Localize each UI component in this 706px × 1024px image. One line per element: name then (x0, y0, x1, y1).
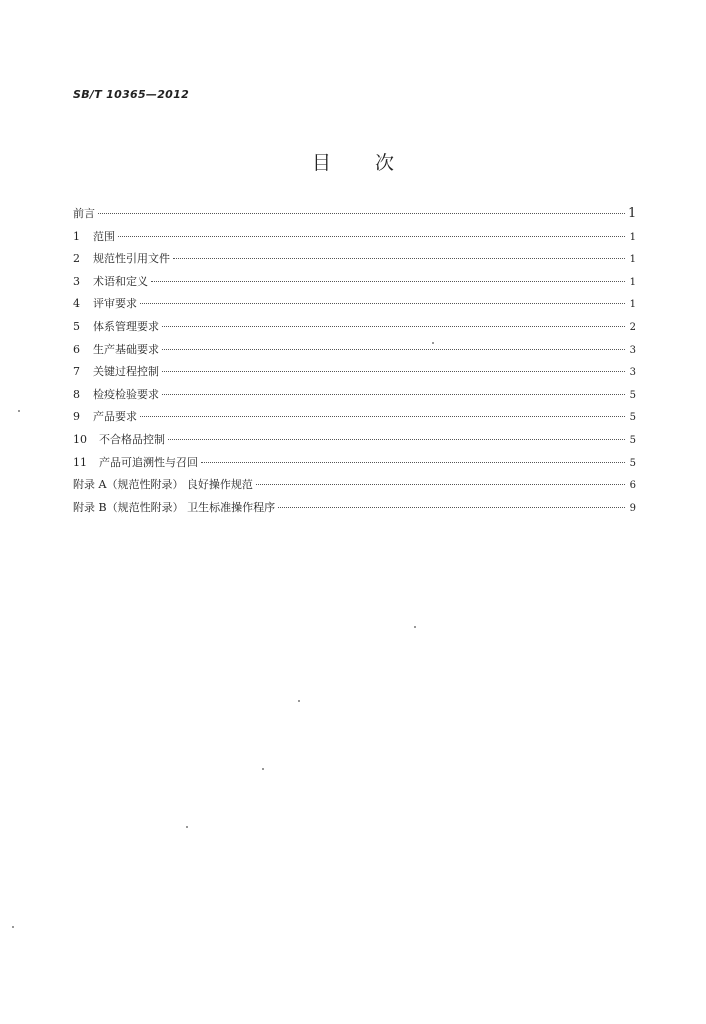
toc-entry-4[interactable] (73, 295, 636, 318)
dot-leader (98, 213, 625, 214)
toc-number: 1 (73, 229, 80, 243)
toc-number: 6 (73, 342, 80, 356)
dot-leader (151, 281, 625, 282)
toc-number: 5 (73, 319, 80, 333)
toc-label: 规范性引用文件 (93, 252, 170, 266)
toc-number: 7 (73, 365, 80, 379)
toc-number: 2 (73, 252, 80, 266)
scan-speck (298, 700, 300, 702)
toc-page: 6 (629, 480, 636, 492)
dot-leader (118, 236, 625, 237)
toc-title-char-2: 次 (375, 152, 395, 174)
toc-entry-annex-b[interactable] (73, 499, 636, 522)
toc-number: 8 (73, 387, 80, 401)
toc-page: 1 (629, 276, 636, 288)
toc-page: 5 (629, 389, 636, 401)
toc-page: 5 (629, 434, 636, 446)
scan-speck (18, 410, 20, 412)
toc-label: 范围 (93, 229, 115, 243)
toc-entry-8[interactable] (73, 386, 636, 409)
dot-leader (140, 303, 625, 304)
toc-label: 检疫检验要求 (93, 387, 159, 401)
toc-page: 5 (629, 412, 636, 424)
toc-number: 11 (73, 455, 87, 469)
scan-speck (414, 626, 416, 628)
toc-number: 4 (73, 297, 80, 311)
table-of-contents (73, 205, 636, 521)
toc-entry-3[interactable] (73, 273, 636, 296)
toc-label: 产品要求 (93, 410, 137, 424)
toc-entry-10[interactable] (73, 431, 636, 454)
toc-page: 1 (628, 206, 637, 221)
toc-page: 9 (629, 502, 636, 514)
toc-number: 10 (73, 432, 87, 446)
standard-code: SB/T 10365—2012 (73, 88, 190, 101)
toc-page: 3 (629, 344, 636, 356)
dot-leader (201, 462, 625, 463)
toc-entry-5[interactable] (73, 318, 636, 341)
toc-number: 3 (73, 274, 80, 288)
scan-speck (12, 926, 14, 928)
toc-entry-11[interactable] (73, 454, 636, 477)
toc-entry-6[interactable] (73, 341, 636, 364)
toc-entry-9[interactable] (73, 408, 636, 431)
toc-label: 关键过程控制 (93, 365, 159, 379)
dot-leader (168, 439, 625, 440)
toc-page: 1 (629, 254, 636, 266)
dot-leader (162, 326, 625, 327)
dot-leader (173, 258, 625, 259)
toc-page: 3 (629, 367, 636, 379)
toc-page: 1 (629, 231, 636, 243)
dot-leader (256, 484, 625, 485)
toc-label: 附录 B（规范性附录） 卫生标准操作程序 (73, 500, 276, 514)
toc-entry-annex-a[interactable] (73, 476, 636, 499)
toc-label: 不合格品控制 (99, 432, 165, 446)
toc-entry-foreword[interactable] (73, 205, 636, 228)
toc-title-char-1: 目 (311, 152, 331, 174)
dot-leader (162, 371, 625, 372)
toc-label: 体系管理要求 (93, 319, 159, 333)
dot-leader (140, 416, 625, 417)
toc-label: 附录 A（规范性附录） 良好操作规范 (73, 478, 253, 492)
toc-title (0, 148, 706, 175)
toc-label: 前言 (73, 207, 95, 220)
toc-label: 产品可追溯性与召回 (99, 455, 198, 469)
toc-number: 9 (73, 410, 80, 424)
toc-label: 术语和定义 (93, 274, 148, 288)
toc-label: 生产基础要求 (93, 342, 159, 356)
toc-entry-7[interactable] (73, 363, 636, 386)
scan-speck (186, 826, 188, 828)
scan-speck (262, 768, 264, 770)
dot-leader (278, 507, 625, 508)
toc-label: 评审要求 (93, 297, 137, 311)
dot-leader (162, 394, 625, 395)
toc-entry-2[interactable] (73, 250, 636, 273)
toc-page: 2 (629, 321, 636, 333)
dot-leader (162, 349, 625, 350)
scan-speck (432, 342, 434, 344)
toc-page: 5 (629, 457, 636, 469)
toc-page: 1 (629, 299, 636, 311)
toc-entry-1[interactable] (73, 228, 636, 251)
